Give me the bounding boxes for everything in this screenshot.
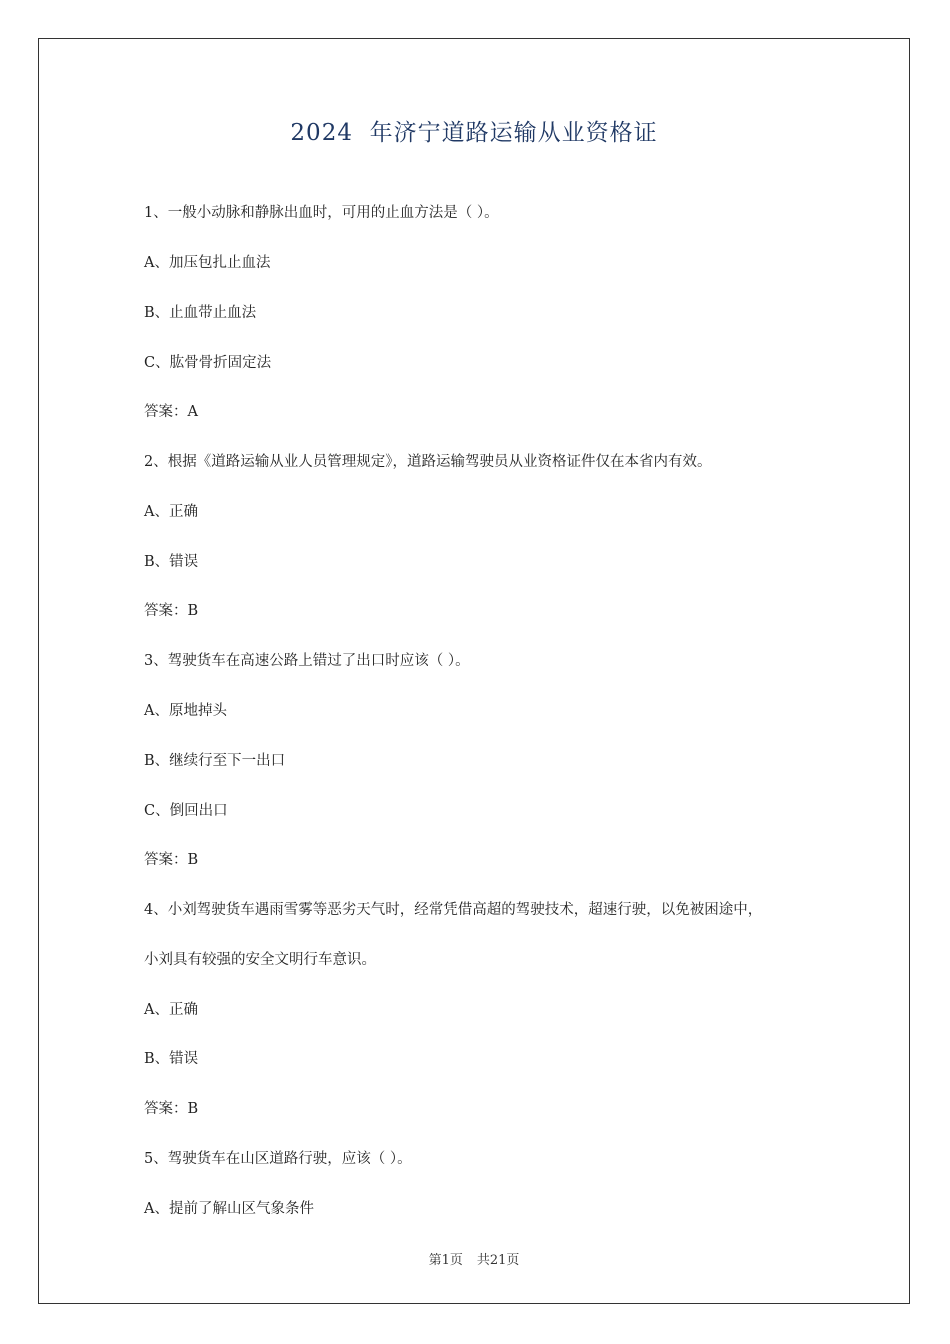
question-4-option-a: A、正确	[144, 1002, 198, 1018]
question-1-option-b: B、止血带止血法	[144, 305, 257, 321]
question-3-option-b: B、继续行至下一出口	[144, 753, 286, 769]
question-1-answer: 答案：A	[144, 404, 198, 420]
question-5-text: 5、驾驶货车在山区道路行驶，应该（ ）。	[144, 1151, 412, 1167]
question-1-option-a: A、加压包扎止血法	[144, 255, 271, 271]
question-2-option-b: B、错误	[144, 554, 199, 570]
page-number: 第1页	[428, 1253, 463, 1268]
question-1-option-c: C、肱骨骨折固定法	[144, 355, 272, 371]
question-5-option-a: A、提前了解山区气象条件	[144, 1201, 314, 1217]
page-footer	[38, 1249, 910, 1268]
question-3-text: 3、驾驶货车在高速公路上错过了出口时应该（ ）。	[144, 653, 470, 669]
question-4-option-b: B、错误	[144, 1051, 199, 1067]
question-4-text-continued: 小刘具有较强的安全文明行车意识。	[144, 952, 376, 968]
question-3-option-c: C、倒回出口	[144, 803, 228, 819]
question-4-answer: 答案：B	[144, 1101, 199, 1117]
document-title: 2024 年济宁道路运输从业资格证	[290, 120, 658, 146]
question-3-option-a: A、原地掉头	[144, 703, 227, 719]
question-2-option-a: A、正确	[144, 504, 198, 520]
question-3-answer: 答案：B	[144, 852, 199, 868]
question-4-text: 4、小刘驾驶货车遇雨雪雾等恶劣天气时，经常凭借高超的驾驶技术，超速行驶，以免被困途中，	[144, 902, 763, 918]
question-2-answer: 答案：B	[144, 603, 199, 619]
question-2-text: 2、根据《道路运输从业人员管理规定》，道路运输驾驶员从业资格证件仅在本省内有效。	[144, 454, 712, 470]
question-1-text: 1、一般小动脉和静脉出血时，可用的止血方法是（ ）。	[144, 205, 499, 221]
page-total: 共21页	[476, 1253, 520, 1268]
